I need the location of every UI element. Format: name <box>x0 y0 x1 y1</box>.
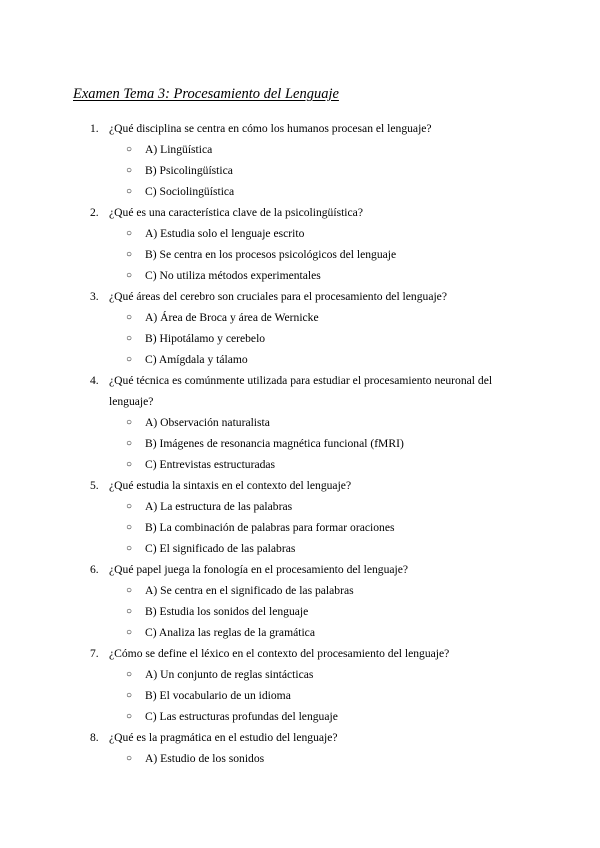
answer-options <box>0 748 600 769</box>
answer-option <box>0 454 600 475</box>
answer-option-text: C) No utiliza métodos experimentales <box>145 269 321 282</box>
answer-option <box>0 706 600 727</box>
answer-option-text: B) Imágenes de resonancia magnética funcional (fMRI) <box>145 437 404 450</box>
answer-option <box>0 328 600 349</box>
answer-option-text: C) Analiza las reglas de la gramática <box>145 626 315 639</box>
answer-option-text: A) Lingüística <box>145 143 213 156</box>
answer-option-text: A) La estructura de las palabras <box>145 500 293 513</box>
hollow-circle-bullet-icon: ○ <box>126 606 133 617</box>
answer-option <box>0 601 600 622</box>
hollow-circle-bullet-icon: ○ <box>126 459 133 470</box>
question-number: 4. <box>90 374 99 387</box>
answer-option <box>0 412 600 433</box>
question-item <box>0 727 600 769</box>
question-number: 6. <box>90 563 99 576</box>
hollow-circle-bullet-icon: ○ <box>126 144 133 155</box>
answer-option-text: B) Hipotálamo y cerebelo <box>145 332 266 345</box>
question-item <box>0 370 600 475</box>
answer-option <box>0 223 600 244</box>
answer-option-text: A) Se centra en el significado de las palabras <box>145 584 354 597</box>
answer-option-text: B) Se centra en los procesos psicológicos del lenguaje <box>145 248 397 261</box>
answer-option <box>0 748 600 769</box>
question-number: 1. <box>90 122 99 135</box>
question-text: ¿Qué disciplina se centra en cómo los humanos procesan el lenguaje? <box>109 122 432 135</box>
question-number: 7. <box>90 647 99 660</box>
question-item <box>0 475 600 559</box>
hollow-circle-bullet-icon: ○ <box>126 753 133 764</box>
hollow-circle-bullet-icon: ○ <box>126 354 133 365</box>
hollow-circle-bullet-icon: ○ <box>126 165 133 176</box>
answer-option-text: B) El vocabulario de un idioma <box>145 689 291 702</box>
hollow-circle-bullet-icon: ○ <box>126 690 133 701</box>
question-text: ¿Qué áreas del cerebro son cruciales para el procesamiento del lenguaje? <box>109 290 447 303</box>
answer-option <box>0 622 600 643</box>
question-text: ¿Qué técnica es comúnmente utilizada para estudiar el procesamiento neuronal del lenguaje? <box>109 374 493 408</box>
answer-option <box>0 139 600 160</box>
hollow-circle-bullet-icon: ○ <box>126 501 133 512</box>
hollow-circle-bullet-icon: ○ <box>126 543 133 554</box>
hollow-circle-bullet-icon: ○ <box>126 627 133 638</box>
hollow-circle-bullet-icon: ○ <box>126 417 133 428</box>
hollow-circle-bullet-icon: ○ <box>126 333 133 344</box>
hollow-circle-bullet-icon: ○ <box>126 522 133 533</box>
question-number: 3. <box>90 290 99 303</box>
answer-options <box>0 412 600 475</box>
question-text: ¿Qué es la pragmática en el estudio del lenguaje? <box>109 731 338 744</box>
hollow-circle-bullet-icon: ○ <box>126 585 133 596</box>
answer-option <box>0 664 600 685</box>
answer-option-text: B) La combinación de palabras para formar oraciones <box>145 521 395 534</box>
answer-options <box>0 496 600 559</box>
answer-option-text: C) Las estructuras profundas del lenguaje <box>145 710 338 723</box>
question-item <box>0 286 600 370</box>
answer-option <box>0 181 600 202</box>
answer-option-text: C) Sociolingüística <box>145 185 235 198</box>
answer-option-text: C) El significado de las palabras <box>145 542 296 555</box>
answer-option <box>0 433 600 454</box>
answer-option <box>0 307 600 328</box>
answer-option-text: A) Un conjunto de reglas sintácticas <box>145 668 314 681</box>
question-text: ¿Qué es una característica clave de la psicolingüística? <box>109 206 363 219</box>
answer-option-text: C) Amígdala y tálamo <box>145 353 248 366</box>
hollow-circle-bullet-icon: ○ <box>126 270 133 281</box>
question-number: 8. <box>90 731 99 744</box>
question-item <box>0 118 600 202</box>
hollow-circle-bullet-icon: ○ <box>126 711 133 722</box>
answer-option <box>0 349 600 370</box>
hollow-circle-bullet-icon: ○ <box>126 438 133 449</box>
question-item <box>0 559 600 643</box>
question-item <box>0 202 600 286</box>
question-number: 2. <box>90 206 99 219</box>
answer-option <box>0 685 600 706</box>
hollow-circle-bullet-icon: ○ <box>126 669 133 680</box>
hollow-circle-bullet-icon: ○ <box>126 228 133 239</box>
question-item <box>0 643 600 727</box>
answer-option <box>0 496 600 517</box>
answer-option <box>0 538 600 559</box>
answer-options <box>0 664 600 727</box>
hollow-circle-bullet-icon: ○ <box>126 249 133 260</box>
answer-options <box>0 307 600 370</box>
answer-option-text: C) Entrevistas estructuradas <box>145 458 276 471</box>
answer-option-text: B) Psicolingüística <box>145 164 233 177</box>
question-text: ¿Cómo se define el léxico en el contexto del procesamiento del lenguaje? <box>109 647 450 660</box>
answer-option-text: A) Observación naturalista <box>145 416 270 429</box>
answer-option <box>0 160 600 181</box>
answer-option-text: A) Estudio de los sonidos <box>145 752 265 765</box>
question-text: ¿Qué estudia la sintaxis en el contexto del lenguaje? <box>109 479 352 492</box>
page-title: Examen Tema 3: Procesamiento del Lenguaje <box>73 86 339 102</box>
question-number: 5. <box>90 479 99 492</box>
question-text: ¿Qué papel juega la fonología en el procesamiento del lenguaje? <box>109 563 409 576</box>
answer-option-text: A) Área de Broca y área de Wernicke <box>145 311 319 324</box>
question-list <box>0 118 600 769</box>
answer-options <box>0 580 600 643</box>
hollow-circle-bullet-icon: ○ <box>126 186 133 197</box>
answer-option <box>0 244 600 265</box>
answer-option-text: B) Estudia los sonidos del lenguaje <box>145 605 309 618</box>
answer-option <box>0 265 600 286</box>
answer-option <box>0 580 600 601</box>
answer-options <box>0 223 600 286</box>
answer-option <box>0 517 600 538</box>
answer-options <box>0 139 600 202</box>
hollow-circle-bullet-icon: ○ <box>126 312 133 323</box>
answer-option-text: A) Estudia solo el lenguaje escrito <box>145 227 305 240</box>
